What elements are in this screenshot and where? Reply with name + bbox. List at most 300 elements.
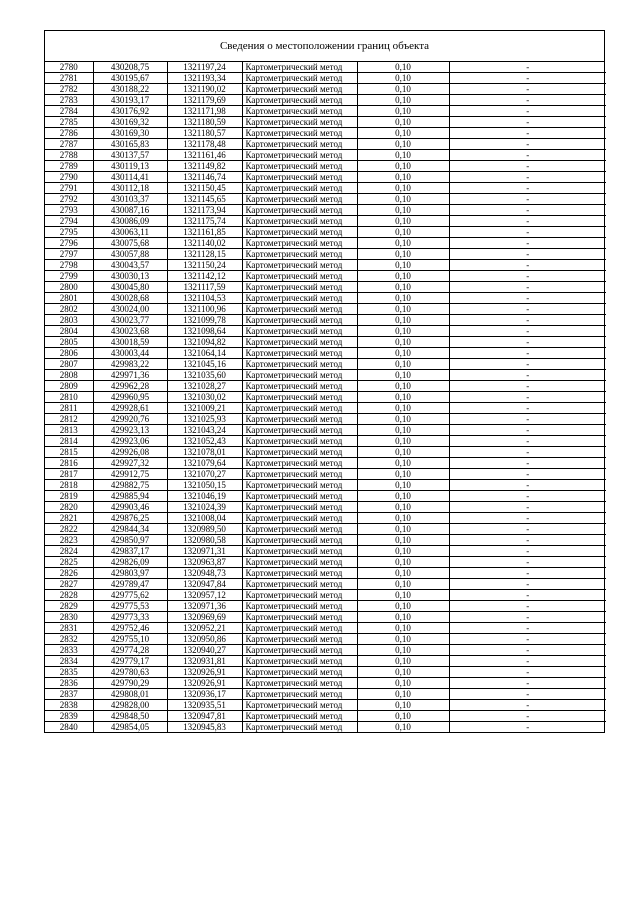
point-number-cell: 2786 xyxy=(45,128,93,139)
table-row xyxy=(45,557,606,568)
method-cell: Картометрический метод xyxy=(242,73,357,84)
x-coordinate-cell: 429755,10 xyxy=(93,634,167,645)
table-row xyxy=(45,458,606,469)
y-coordinate-cell: 1321008,04 xyxy=(167,513,242,524)
x-coordinate-cell: 429848,50 xyxy=(93,711,167,722)
x-coordinate-cell: 430176,92 xyxy=(93,106,167,117)
x-coordinate-cell: 429850,97 xyxy=(93,535,167,546)
table-row xyxy=(45,623,606,634)
accuracy-cell: 0,10 xyxy=(357,601,449,612)
accuracy-cell: 0,10 xyxy=(357,172,449,183)
point-number-cell: 2822 xyxy=(45,524,93,535)
table-row xyxy=(45,667,606,678)
y-coordinate-cell: 1321104,53 xyxy=(167,293,242,304)
method-cell: Картометрический метод xyxy=(242,425,357,436)
x-coordinate-cell: 430165,83 xyxy=(93,139,167,150)
accuracy-cell: 0,10 xyxy=(357,535,449,546)
description-cell: - xyxy=(449,183,606,194)
method-cell: Картометрический метод xyxy=(242,403,357,414)
method-cell: Картометрический метод xyxy=(242,161,357,172)
point-number-cell: 2827 xyxy=(45,579,93,590)
method-cell: Картометрический метод xyxy=(242,436,357,447)
y-coordinate-cell: 1321171,98 xyxy=(167,106,242,117)
accuracy-cell: 0,10 xyxy=(357,370,449,381)
accuracy-cell: 0,10 xyxy=(357,315,449,326)
y-coordinate-cell: 1321173,94 xyxy=(167,205,242,216)
point-number-cell: 2824 xyxy=(45,546,93,557)
description-cell: - xyxy=(449,172,606,183)
accuracy-cell: 0,10 xyxy=(357,513,449,524)
description-cell: - xyxy=(449,568,606,579)
description-cell: - xyxy=(449,623,606,634)
method-cell: Картометрический метод xyxy=(242,458,357,469)
table-row xyxy=(45,128,606,139)
x-coordinate-cell: 430112,18 xyxy=(93,183,167,194)
y-coordinate-cell: 1320935,51 xyxy=(167,700,242,711)
method-cell: Картометрический метод xyxy=(242,304,357,315)
x-coordinate-cell: 429789,47 xyxy=(93,579,167,590)
x-coordinate-cell: 429882,75 xyxy=(93,480,167,491)
accuracy-cell: 0,10 xyxy=(357,205,449,216)
coordinates-table-body xyxy=(45,62,606,732)
point-number-cell: 2839 xyxy=(45,711,93,722)
table-row xyxy=(45,414,606,425)
point-number-cell: 2814 xyxy=(45,436,93,447)
table-row xyxy=(45,579,606,590)
method-cell: Картометрический метод xyxy=(242,249,357,260)
method-cell: Картометрический метод xyxy=(242,205,357,216)
table-row xyxy=(45,381,606,392)
method-cell: Картометрический метод xyxy=(242,557,357,568)
point-number-cell: 2781 xyxy=(45,73,93,84)
x-coordinate-cell: 429876,25 xyxy=(93,513,167,524)
point-number-cell: 2794 xyxy=(45,216,93,227)
table-row xyxy=(45,227,606,238)
accuracy-cell: 0,10 xyxy=(357,403,449,414)
method-cell: Картометрический метод xyxy=(242,645,357,656)
y-coordinate-cell: 1320952,21 xyxy=(167,623,242,634)
table-row xyxy=(45,216,606,227)
description-cell: - xyxy=(449,194,606,205)
description-cell: - xyxy=(449,678,606,689)
y-coordinate-cell: 1321050,15 xyxy=(167,480,242,491)
description-cell: - xyxy=(449,282,606,293)
x-coordinate-cell: 430045,80 xyxy=(93,282,167,293)
accuracy-cell: 0,10 xyxy=(357,436,449,447)
table-row xyxy=(45,326,606,337)
x-coordinate-cell: 429920,76 xyxy=(93,414,167,425)
point-number-cell: 2828 xyxy=(45,590,93,601)
accuracy-cell: 0,10 xyxy=(357,667,449,678)
point-number-cell: 2817 xyxy=(45,469,93,480)
accuracy-cell: 0,10 xyxy=(357,579,449,590)
method-cell: Картометрический метод xyxy=(242,227,357,238)
accuracy-cell: 0,10 xyxy=(357,491,449,502)
x-coordinate-cell: 429903,46 xyxy=(93,502,167,513)
accuracy-cell: 0,10 xyxy=(357,458,449,469)
y-coordinate-cell: 1320971,31 xyxy=(167,546,242,557)
description-cell: - xyxy=(449,535,606,546)
method-cell: Картометрический метод xyxy=(242,414,357,425)
y-coordinate-cell: 1321150,24 xyxy=(167,260,242,271)
y-coordinate-cell: 1320969,69 xyxy=(167,612,242,623)
table-row xyxy=(45,480,606,491)
accuracy-cell: 0,10 xyxy=(357,106,449,117)
accuracy-cell: 0,10 xyxy=(357,359,449,370)
table-row xyxy=(45,95,606,106)
x-coordinate-cell: 429773,33 xyxy=(93,612,167,623)
point-number-cell: 2833 xyxy=(45,645,93,656)
table-row xyxy=(45,271,606,282)
accuracy-cell: 0,10 xyxy=(357,502,449,513)
x-coordinate-cell: 429928,61 xyxy=(93,403,167,414)
table-row xyxy=(45,513,606,524)
x-coordinate-cell: 429854,05 xyxy=(93,722,167,733)
x-coordinate-cell: 429803,97 xyxy=(93,568,167,579)
table-row xyxy=(45,337,606,348)
description-cell: - xyxy=(449,722,606,733)
table-row xyxy=(45,634,606,645)
point-number-cell: 2813 xyxy=(45,425,93,436)
y-coordinate-cell: 1321100,96 xyxy=(167,304,242,315)
table-row xyxy=(45,425,606,436)
x-coordinate-cell: 429774,28 xyxy=(93,645,167,656)
method-cell: Картометрический метод xyxy=(242,612,357,623)
x-coordinate-cell: 429780,63 xyxy=(93,667,167,678)
accuracy-cell: 0,10 xyxy=(357,689,449,700)
x-coordinate-cell: 430208,75 xyxy=(93,62,167,73)
y-coordinate-cell: 1320950,86 xyxy=(167,634,242,645)
description-cell: - xyxy=(449,249,606,260)
table-row xyxy=(45,62,606,73)
description-cell: - xyxy=(449,106,606,117)
point-number-cell: 2810 xyxy=(45,392,93,403)
x-coordinate-cell: 430086,09 xyxy=(93,216,167,227)
method-cell: Картометрический метод xyxy=(242,117,357,128)
description-cell: - xyxy=(449,337,606,348)
description-cell: - xyxy=(449,601,606,612)
accuracy-cell: 0,10 xyxy=(357,183,449,194)
point-number-cell: 2807 xyxy=(45,359,93,370)
description-cell: - xyxy=(449,645,606,656)
x-coordinate-cell: 430188,22 xyxy=(93,84,167,95)
x-coordinate-cell: 429971,36 xyxy=(93,370,167,381)
x-coordinate-cell: 429826,09 xyxy=(93,557,167,568)
table-row xyxy=(45,183,606,194)
x-coordinate-cell: 430030,13 xyxy=(93,271,167,282)
point-number-cell: 2785 xyxy=(45,117,93,128)
method-cell: Картометрический метод xyxy=(242,678,357,689)
point-number-cell: 2838 xyxy=(45,700,93,711)
description-cell: - xyxy=(449,689,606,700)
accuracy-cell: 0,10 xyxy=(357,304,449,315)
x-coordinate-cell: 429960,95 xyxy=(93,392,167,403)
table-row xyxy=(45,392,606,403)
boundary-table-sheet xyxy=(44,30,605,733)
description-cell: - xyxy=(449,425,606,436)
y-coordinate-cell: 1321180,59 xyxy=(167,117,242,128)
method-cell: Картометрический метод xyxy=(242,271,357,282)
point-number-cell: 2832 xyxy=(45,634,93,645)
y-coordinate-cell: 1320980,58 xyxy=(167,535,242,546)
accuracy-cell: 0,10 xyxy=(357,282,449,293)
accuracy-cell: 0,10 xyxy=(357,722,449,733)
y-coordinate-cell: 1321025,93 xyxy=(167,414,242,425)
point-number-cell: 2790 xyxy=(45,172,93,183)
x-coordinate-cell: 429983,22 xyxy=(93,359,167,370)
accuracy-cell: 0,10 xyxy=(357,447,449,458)
table-row xyxy=(45,348,606,359)
x-coordinate-cell: 430057,88 xyxy=(93,249,167,260)
method-cell: Картометрический метод xyxy=(242,293,357,304)
accuracy-cell: 0,10 xyxy=(357,260,449,271)
y-coordinate-cell: 1320936,17 xyxy=(167,689,242,700)
method-cell: Картометрический метод xyxy=(242,370,357,381)
y-coordinate-cell: 1321117,59 xyxy=(167,282,242,293)
method-cell: Картометрический метод xyxy=(242,667,357,678)
table-row xyxy=(45,436,606,447)
description-cell: - xyxy=(449,117,606,128)
point-number-cell: 2829 xyxy=(45,601,93,612)
x-coordinate-cell: 429752,46 xyxy=(93,623,167,634)
y-coordinate-cell: 1320963,87 xyxy=(167,557,242,568)
accuracy-cell: 0,10 xyxy=(357,524,449,535)
y-coordinate-cell: 1321193,34 xyxy=(167,73,242,84)
point-number-cell: 2820 xyxy=(45,502,93,513)
method-cell: Картометрический метод xyxy=(242,722,357,733)
point-number-cell: 2818 xyxy=(45,480,93,491)
method-cell: Картометрический метод xyxy=(242,546,357,557)
description-cell: - xyxy=(449,293,606,304)
method-cell: Картометрический метод xyxy=(242,535,357,546)
description-cell: - xyxy=(449,557,606,568)
description-cell: - xyxy=(449,700,606,711)
x-coordinate-cell: 429912,75 xyxy=(93,469,167,480)
accuracy-cell: 0,10 xyxy=(357,469,449,480)
point-number-cell: 2789 xyxy=(45,161,93,172)
y-coordinate-cell: 1321043,24 xyxy=(167,425,242,436)
point-number-cell: 2792 xyxy=(45,194,93,205)
x-coordinate-cell: 430063,11 xyxy=(93,227,167,238)
description-cell: - xyxy=(449,161,606,172)
y-coordinate-cell: 1321178,48 xyxy=(167,139,242,150)
accuracy-cell: 0,10 xyxy=(357,414,449,425)
description-cell: - xyxy=(449,381,606,392)
table-row xyxy=(45,535,606,546)
description-cell: - xyxy=(449,667,606,678)
point-number-cell: 2836 xyxy=(45,678,93,689)
method-cell: Картометрический метод xyxy=(242,139,357,150)
description-cell: - xyxy=(449,128,606,139)
description-cell: - xyxy=(449,579,606,590)
y-coordinate-cell: 1321099,78 xyxy=(167,315,242,326)
table-row xyxy=(45,73,606,84)
point-number-cell: 2802 xyxy=(45,304,93,315)
y-coordinate-cell: 1321140,02 xyxy=(167,238,242,249)
point-number-cell: 2826 xyxy=(45,568,93,579)
y-coordinate-cell: 1321190,02 xyxy=(167,84,242,95)
description-cell: - xyxy=(449,84,606,95)
accuracy-cell: 0,10 xyxy=(357,73,449,84)
y-coordinate-cell: 1321052,43 xyxy=(167,436,242,447)
method-cell: Картометрический метод xyxy=(242,524,357,535)
x-coordinate-cell: 430119,13 xyxy=(93,161,167,172)
method-cell: Картометрический метод xyxy=(242,238,357,249)
y-coordinate-cell: 1321070,27 xyxy=(167,469,242,480)
accuracy-cell: 0,10 xyxy=(357,95,449,106)
point-number-cell: 2783 xyxy=(45,95,93,106)
y-coordinate-cell: 1321175,74 xyxy=(167,216,242,227)
description-cell: - xyxy=(449,271,606,282)
method-cell: Картометрический метод xyxy=(242,623,357,634)
point-number-cell: 2823 xyxy=(45,535,93,546)
accuracy-cell: 0,10 xyxy=(357,150,449,161)
accuracy-cell: 0,10 xyxy=(357,568,449,579)
method-cell: Картометрический метод xyxy=(242,216,357,227)
accuracy-cell: 0,10 xyxy=(357,678,449,689)
description-cell: - xyxy=(449,458,606,469)
accuracy-cell: 0,10 xyxy=(357,216,449,227)
point-number-cell: 2805 xyxy=(45,337,93,348)
method-cell: Картометрический метод xyxy=(242,128,357,139)
y-coordinate-cell: 1321078,01 xyxy=(167,447,242,458)
point-number-cell: 2837 xyxy=(45,689,93,700)
method-cell: Картометрический метод xyxy=(242,634,357,645)
table-row xyxy=(45,645,606,656)
description-cell: - xyxy=(449,447,606,458)
point-number-cell: 2788 xyxy=(45,150,93,161)
x-coordinate-cell: 429775,53 xyxy=(93,601,167,612)
y-coordinate-cell: 1321030,02 xyxy=(167,392,242,403)
x-coordinate-cell: 430043,57 xyxy=(93,260,167,271)
coordinates-table xyxy=(45,62,606,732)
x-coordinate-cell: 429927,32 xyxy=(93,458,167,469)
x-coordinate-cell: 430169,32 xyxy=(93,117,167,128)
accuracy-cell: 0,10 xyxy=(357,271,449,282)
accuracy-cell: 0,10 xyxy=(357,326,449,337)
point-number-cell: 2821 xyxy=(45,513,93,524)
description-cell: - xyxy=(449,139,606,150)
table-row xyxy=(45,469,606,480)
description-cell: - xyxy=(449,326,606,337)
method-cell: Картометрический метод xyxy=(242,315,357,326)
accuracy-cell: 0,10 xyxy=(357,161,449,172)
point-number-cell: 2825 xyxy=(45,557,93,568)
point-number-cell: 2834 xyxy=(45,656,93,667)
accuracy-cell: 0,10 xyxy=(357,117,449,128)
accuracy-cell: 0,10 xyxy=(357,227,449,238)
accuracy-cell: 0,10 xyxy=(357,480,449,491)
point-number-cell: 2809 xyxy=(45,381,93,392)
x-coordinate-cell: 430018,59 xyxy=(93,337,167,348)
table-row xyxy=(45,304,606,315)
y-coordinate-cell: 1320926,91 xyxy=(167,678,242,689)
table-row xyxy=(45,84,606,95)
x-coordinate-cell: 429962,28 xyxy=(93,381,167,392)
method-cell: Картометрический метод xyxy=(242,150,357,161)
y-coordinate-cell: 1321145,65 xyxy=(167,194,242,205)
y-coordinate-cell: 1320971,36 xyxy=(167,601,242,612)
method-cell: Картометрический метод xyxy=(242,656,357,667)
point-number-cell: 2801 xyxy=(45,293,93,304)
description-cell: - xyxy=(449,711,606,722)
table-row xyxy=(45,700,606,711)
y-coordinate-cell: 1321161,46 xyxy=(167,150,242,161)
point-number-cell: 2835 xyxy=(45,667,93,678)
point-number-cell: 2784 xyxy=(45,106,93,117)
x-coordinate-cell: 429828,00 xyxy=(93,700,167,711)
y-coordinate-cell: 1321098,64 xyxy=(167,326,242,337)
accuracy-cell: 0,10 xyxy=(357,128,449,139)
y-coordinate-cell: 1321149,82 xyxy=(167,161,242,172)
point-number-cell: 2782 xyxy=(45,84,93,95)
table-row xyxy=(45,689,606,700)
point-number-cell: 2803 xyxy=(45,315,93,326)
table-row xyxy=(45,150,606,161)
method-cell: Картометрический метод xyxy=(242,480,357,491)
table-row xyxy=(45,282,606,293)
table-row xyxy=(45,194,606,205)
description-cell: - xyxy=(449,546,606,557)
method-cell: Картометрический метод xyxy=(242,700,357,711)
y-coordinate-cell: 1320931,81 xyxy=(167,656,242,667)
accuracy-cell: 0,10 xyxy=(357,623,449,634)
table-row xyxy=(45,590,606,601)
table-row xyxy=(45,711,606,722)
accuracy-cell: 0,10 xyxy=(357,546,449,557)
y-coordinate-cell: 1321180,57 xyxy=(167,128,242,139)
y-coordinate-cell: 1320947,84 xyxy=(167,579,242,590)
description-cell: - xyxy=(449,513,606,524)
accuracy-cell: 0,10 xyxy=(357,557,449,568)
point-number-cell: 2830 xyxy=(45,612,93,623)
table-row xyxy=(45,447,606,458)
x-coordinate-cell: 430028,68 xyxy=(93,293,167,304)
accuracy-cell: 0,10 xyxy=(357,337,449,348)
description-cell: - xyxy=(449,392,606,403)
method-cell: Картометрический метод xyxy=(242,491,357,502)
description-cell: - xyxy=(449,414,606,425)
y-coordinate-cell: 1321009,21 xyxy=(167,403,242,414)
x-coordinate-cell: 429808,01 xyxy=(93,689,167,700)
method-cell: Картометрический метод xyxy=(242,359,357,370)
table-row xyxy=(45,524,606,535)
method-cell: Картометрический метод xyxy=(242,84,357,95)
point-number-cell: 2815 xyxy=(45,447,93,458)
method-cell: Картометрический метод xyxy=(242,95,357,106)
x-coordinate-cell: 430023,77 xyxy=(93,315,167,326)
accuracy-cell: 0,10 xyxy=(357,381,449,392)
table-title: Сведения о местоположении границ объекта xyxy=(45,31,604,62)
description-cell: - xyxy=(449,359,606,370)
description-cell: - xyxy=(449,634,606,645)
accuracy-cell: 0,10 xyxy=(357,62,449,73)
method-cell: Картометрический метод xyxy=(242,381,357,392)
table-row xyxy=(45,601,606,612)
description-cell: - xyxy=(449,656,606,667)
description-cell: - xyxy=(449,403,606,414)
y-coordinate-cell: 1321128,15 xyxy=(167,249,242,260)
accuracy-cell: 0,10 xyxy=(357,645,449,656)
table-row xyxy=(45,139,606,150)
description-cell: - xyxy=(449,260,606,271)
y-coordinate-cell: 1321094,82 xyxy=(167,337,242,348)
accuracy-cell: 0,10 xyxy=(357,84,449,95)
description-cell: - xyxy=(449,315,606,326)
accuracy-cell: 0,10 xyxy=(357,425,449,436)
point-number-cell: 2808 xyxy=(45,370,93,381)
x-coordinate-cell: 430137,57 xyxy=(93,150,167,161)
